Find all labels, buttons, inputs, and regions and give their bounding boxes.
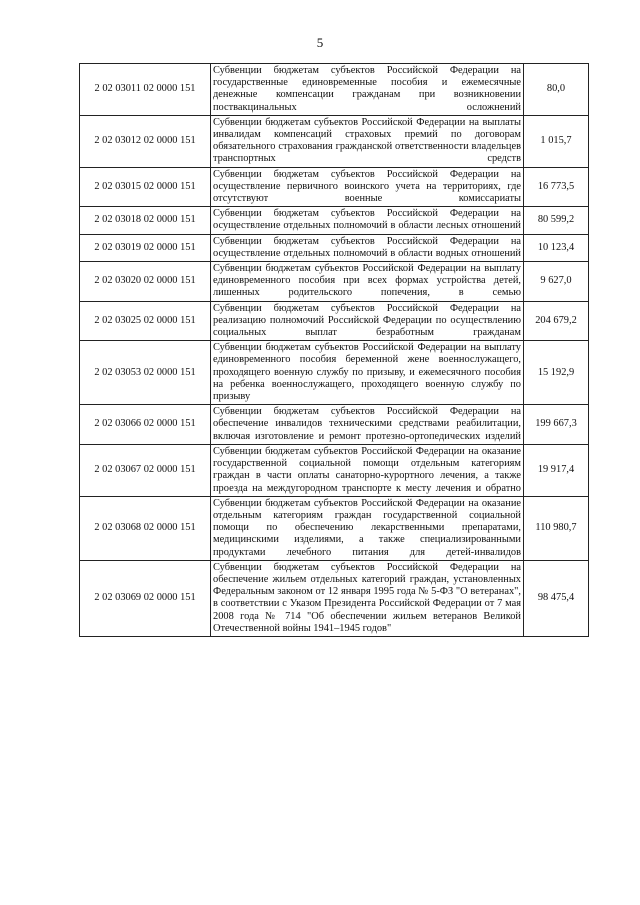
budget-code: 2 02 03012 02 0000 151 (80, 115, 211, 167)
budget-code: 2 02 03015 02 0000 151 (80, 167, 211, 207)
budget-code: 2 02 03053 02 0000 151 (80, 341, 211, 405)
budget-amount: 110 980,7 (524, 496, 589, 560)
table-row (80, 405, 589, 445)
budget-amount: 199 667,3 (524, 405, 589, 445)
table-row (80, 64, 589, 116)
budget-amount: 16 773,5 (524, 167, 589, 207)
budget-code: 2 02 03011 02 0000 151 (80, 64, 211, 116)
table-row (80, 115, 589, 167)
budget-code: 2 02 03020 02 0000 151 (80, 262, 211, 302)
budget-amount: 19 917,4 (524, 444, 589, 496)
budget-code: 2 02 03066 02 0000 151 (80, 405, 211, 445)
budget-description: Субвенции бюджетам субъектов Российской Федерации на государственные единовременные пособия и ежемесячные денежные компенсации гражданам при возникновении поствакцинальных осложнений (211, 64, 524, 116)
budget-amount: 80 599,2 (524, 207, 589, 234)
budget-code: 2 02 03018 02 0000 151 (80, 207, 211, 234)
budget-description: Субвенции бюджетам субъектов Российской Федерации на выплаты инвалидам компенсаций страховых премий по договорам обязательного страхования гражданской ответственности владельцев транспортных средств (211, 115, 524, 167)
budget-description: Субвенции бюджетам субъектов Российской Федерации на обеспечение жильем отдельных категорий граждан, установленных Федеральным законом от 12 января 1995 года № 5-ФЗ "О ветеранах", в соответствии с Указом Президента Российской Федерации от 7 мая 2008 года № 714 "Об обеспечении жильем ветеранов Великой Отечественной войны 1941–1945 годов" (211, 560, 524, 636)
budget-description: Субвенции бюджетам субъектов Российской Федерации на оказание государственной социальной помощи отдельным категориям граждан в части оплаты санаторно-курортного лечения, а также проезда на междугородном транспорте к месту лечения и обратно (211, 444, 524, 496)
budget-description: Субвенции бюджетам субъектов Российской Федерации на обеспечение инвалидов техническими средствами реабилитации, включая изготовление и ремонт протезно-ортопедических изделий (211, 405, 524, 445)
table-row (80, 444, 589, 496)
budget-code: 2 02 03069 02 0000 151 (80, 560, 211, 636)
budget-description: Субвенции бюджетам субъектов Российской Федерации на осуществление первичного воинского учета на территориях, где отсутствуют военные комиссариаты (211, 167, 524, 207)
table-row (80, 207, 589, 234)
budget-code: 2 02 03019 02 0000 151 (80, 234, 211, 261)
budget-amount: 15 192,9 (524, 341, 589, 405)
budget-description: Субвенции бюджетам субъектов Российской Федерации на выплату единовременного пособия беременной жене военнослужащего, проходящего военную службу по призыву, и ежемесячного пособия на ребенка военнослужащего, проходящего военную службу по призыву (211, 341, 524, 405)
budget-amount: 80,0 (524, 64, 589, 116)
budget-code: 2 02 03067 02 0000 151 (80, 444, 211, 496)
table-row (80, 341, 589, 405)
budget-description: Субвенции бюджетам субъектов Российской Федерации на осуществление отдельных полномочий в области лесных отношений (211, 207, 524, 234)
budget-amount: 204 679,2 (524, 301, 589, 341)
budget-amount: 9 627,0 (524, 262, 589, 302)
budget-description: Субвенции бюджетам субъектов Российской Федерации на реализацию полномочий Российской Федерации по осуществлению социальных выплат безработным гражданам (211, 301, 524, 341)
budget-table (79, 63, 589, 637)
table-row (80, 496, 589, 560)
table-row (80, 301, 589, 341)
budget-code: 2 02 03068 02 0000 151 (80, 496, 211, 560)
table-row (80, 262, 589, 302)
page-number: 5 (316, 35, 324, 50)
table-row (80, 560, 589, 636)
budget-amount: 98 475,4 (524, 560, 589, 636)
table-row (80, 234, 589, 261)
budget-description: Субвенции бюджетам субъектов Российской Федерации на оказание отдельным категориям граждан государственной социальной помощи по обеспечению лекарственными препаратами, медицинскими изделиями, а также специализированными продуктами лечебного питания для детей-инвалидов (211, 496, 524, 560)
budget-description: Субвенции бюджетам субъектов Российской Федерации на осуществление отдельных полномочий в области водных отношений (211, 234, 524, 261)
budget-amount: 10 123,4 (524, 234, 589, 261)
budget-code: 2 02 03025 02 0000 151 (80, 301, 211, 341)
table-row (80, 167, 589, 207)
budget-amount: 1 015,7 (524, 115, 589, 167)
budget-description: Субвенции бюджетам субъектов Российской Федерации на выплату единовременного пособия при всех формах устройства детей, лишенных родительского попечения, в семью (211, 262, 524, 302)
